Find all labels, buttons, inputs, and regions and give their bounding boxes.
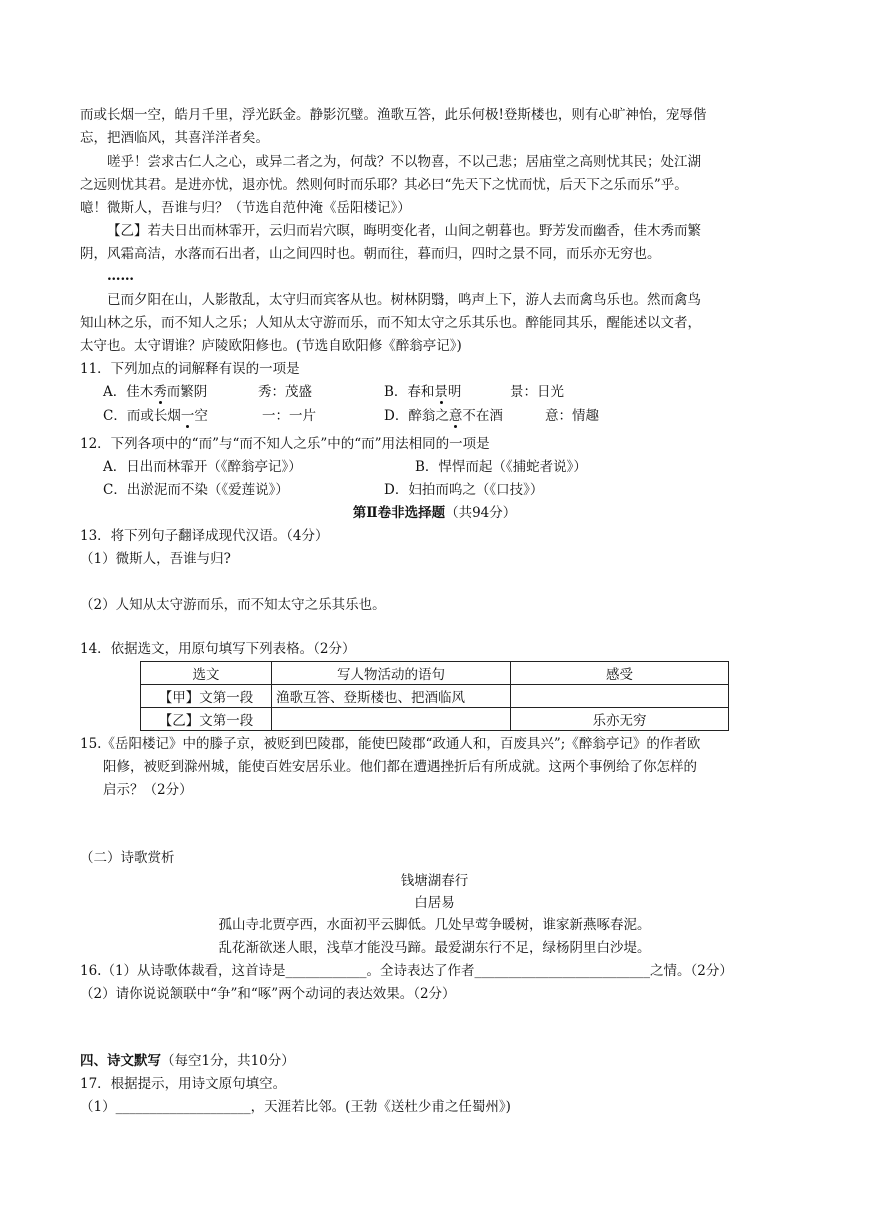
q11-stem: 11．下列加点的词解释有误的一项是 — [80, 361, 300, 377]
q11-c-dotted-word: 一 — [180, 408, 195, 424]
section-4-title: 四、诗文默写 — [80, 1053, 161, 1069]
q13-sentence-1: （1）微斯人，吾谁与归? — [80, 551, 231, 567]
q11-b-dotted-word: 景 — [434, 384, 448, 400]
table-row — [141, 708, 729, 731]
q12-stem: 12．下列各项中的“而”与“而不知人之乐”中的“而”用法相同的一项是 — [80, 436, 490, 452]
q12-option-c: C．出淤泥而不染（《爱莲说》） — [103, 482, 289, 498]
table-row — [141, 685, 729, 708]
q11-option-c — [103, 405, 208, 428]
passage-jia-line-4: 之远则忧其君。是进亦忧，退亦忧。然则何时而乐耶？其必曰“先天下之忧而忧，后天下之乐而乐”乎。 — [80, 177, 688, 193]
passage-jia-line-2: 忘，把酒临风，其喜洋洋者矣。 — [80, 130, 269, 146]
q12-option-a: A．日出而林霏开（《醉翁亭记》） — [103, 459, 302, 475]
table-cell: 【乙】文第一段 — [141, 708, 272, 731]
q11-a-dotted-word: 秀 — [153, 384, 167, 400]
q17-stem: 17．根据提示，用诗文原句填空。 — [80, 1076, 287, 1092]
passage-jia-line-3: 嗟乎！尝求古仁人之心，或异二者之为，何哉？不以物喜，不以己悲；居庙堂之高则忧其民；处江湖 — [107, 154, 701, 170]
q11-option-b — [384, 381, 461, 404]
q15-line-3: 启示？（2分） — [103, 782, 193, 798]
poem-line-1: 孤山寺北贾亭西，水面初平云脚低。几处早莺争暖树，谁家新燕啄春泥。 — [218, 917, 651, 933]
passage-yi-line-2: 阴，风霜高洁，水落而石出者，山之间四时也。朝而往，暮而归，四时之景不同，而乐亦无穷也。 — [80, 246, 661, 262]
q11-b-pre: B．春和 — [384, 384, 435, 400]
passage-jia-line-1: 而或长烟一空，皓月千里，浮光跃金。静影沉璧。渔歌互答，此乐何极!登斯楼也，则有心旷神怡，宠辱偕 — [80, 107, 707, 123]
q13-sentence-2: （2）人知从太守游而乐，而不知太守之乐其乐也。 — [80, 597, 386, 613]
table-header-cell: 写人物活动的语句 — [272, 662, 511, 685]
passage-yi-line-3: 已而夕阳在山，人影散乱，太守归而宾客从也。树林阴翳，鸣声上下，游人去而禽鸟乐也。然而禽鸟 — [107, 292, 701, 308]
section-2-score: （共94分） — [445, 505, 517, 521]
q15-line-2: 阳修，被贬到滁州城，能使百姓安居乐业。他们都在遭遇挫折后有所成就。这两个事例给了你怎样的 — [103, 759, 697, 775]
section-2-title: 第Ⅱ卷非选择题 — [352, 505, 446, 521]
q11-b-gloss: 景：日光 — [510, 384, 564, 400]
q14-stem: 14．依据选文，用原句填写下列表格。（2分） — [80, 641, 356, 657]
section-4-heading — [80, 1050, 295, 1073]
poem-line-2: 乱花渐欲迷人眼，浅草才能没马蹄。最爱湖东行不足，绿杨阴里白沙堤。 — [218, 940, 651, 956]
poem-section-heading: （二）诗歌赏析 — [80, 850, 175, 866]
poem-title: 钱塘湖春行 — [400, 873, 469, 889]
q11-a-gloss: 秀：茂盛 — [258, 384, 312, 400]
table-header-row — [141, 662, 729, 685]
table-cell: 渔歌互答、登斯楼也、把酒临风 — [272, 685, 511, 708]
table-header-cell: 感受 — [511, 662, 729, 685]
q11-d-dotted-word: 意 — [448, 408, 463, 424]
q16-line-1: 16.（1）从诗歌体裁看，这首诗是____________。全诗表达了作者__________________________之情。（2分） — [80, 963, 733, 979]
q12-option-d: D．妇拍而呜之（《口技》） — [384, 482, 544, 498]
q11-d-pre: D．醉翁之 — [384, 408, 449, 424]
q11-b-post: 明 — [447, 384, 462, 400]
table-cell: 乐亦无穷 — [511, 708, 729, 731]
q11-c-pre: C．而或长烟 — [103, 408, 181, 424]
passage-yi-ellipsis: …… — [107, 268, 134, 284]
poem-author: 白居易 — [414, 895, 455, 911]
passage-yi-line-5: 太守也。太守谓谁？庐陵欧阳修也。(节选自欧阳修《醉翁亭记》) — [80, 338, 462, 354]
q11-c-post: 空 — [194, 408, 208, 424]
section-2-heading — [0, 502, 869, 525]
q17-sentence-1: （1）____________________，天涯若比邻。(王勃《送杜少甫之任蜀州》) — [80, 1099, 511, 1115]
section-4-score: （每空1分，共10分） — [161, 1053, 295, 1069]
q15-line-1: 15.《岳阳楼记》中的滕子京，被贬到巴陵郡，能使巴陵郡“政通人和，百废具兴”;《醉翁亭记》的作者欧 — [80, 736, 701, 752]
q16-line-2: （2）请你说说颔联中“争”和“啄”两个动词的表达效果。（2分） — [80, 986, 456, 1002]
q11-option-a — [103, 381, 207, 404]
q11-option-d — [384, 405, 503, 428]
q11-d-post: 不在酒 — [462, 408, 503, 424]
q11-a-pre: A．佳木 — [103, 384, 154, 400]
q14-table — [140, 661, 729, 731]
q11-a-post: 而繁阴 — [166, 384, 208, 400]
q11-c-gloss: 一：一片 — [262, 408, 316, 424]
answer-cell[interactable] — [272, 708, 511, 731]
passage-yi-line-1: 【乙】若夫日出而林霏开，云归而岩穴暝，晦明变化者，山间之朝暮也。野芳发而幽香，佳木秀而繁 — [107, 223, 701, 239]
q12-option-b: B．悍悍而起（《捕蛇者说》） — [415, 459, 587, 475]
q11-d-gloss: 意：情趣 — [545, 408, 599, 424]
passage-yi-line-4: 知山林之乐，而不知人之乐；人知从太守游而乐，而不知太守之乐其乐也。醉能同其乐，醒能述以文者， — [80, 315, 701, 331]
passage-jia-line-5: 噫！微斯人，吾谁与归？（节选自范仲淹《岳阳楼记》） — [80, 200, 411, 216]
answer-cell[interactable] — [511, 685, 729, 708]
q13-stem: 13．将下列句子翻译成现代汉语。（4分） — [80, 528, 329, 544]
table-header-cell: 选文 — [141, 662, 272, 685]
table-cell: 【甲】文第一段 — [141, 685, 272, 708]
